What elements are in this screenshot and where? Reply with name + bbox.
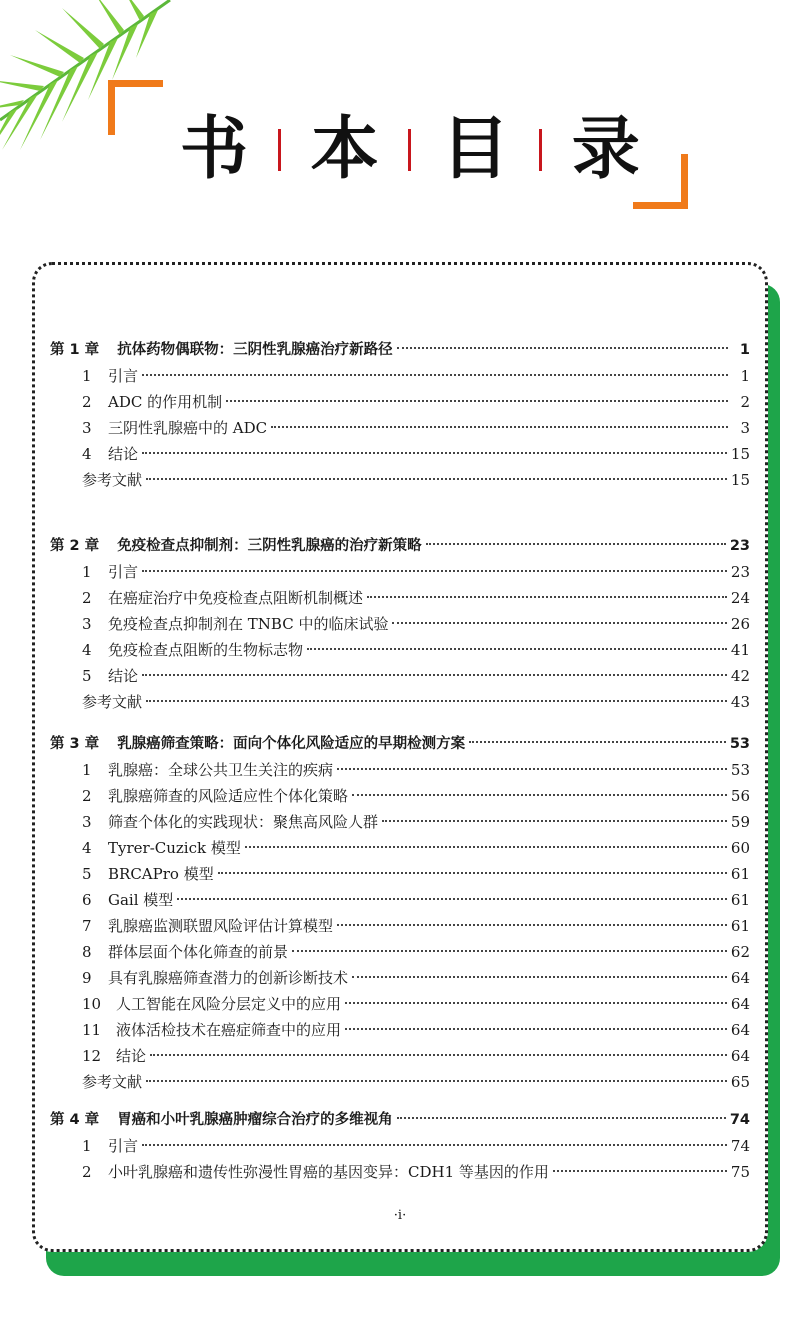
- page-number: 60: [730, 839, 750, 857]
- page-number: 24: [730, 589, 750, 607]
- toc-section-row[interactable]: [50, 637, 750, 663]
- section-heading: [82, 389, 222, 415]
- section-heading: [82, 415, 267, 441]
- chapter-title: 胃癌和小叶乳腺癌肿瘤综合治疗的多维视角: [117, 1112, 393, 1128]
- chapter-number: 第 1 章: [50, 342, 100, 358]
- toc-section-row[interactable]: [50, 783, 750, 809]
- section-title: 乳腺癌筛查的风险适应性个体化策略: [108, 787, 349, 805]
- dot-leader: [218, 872, 727, 874]
- section-title: 液体活检技术在癌症筛查中的应用: [116, 1021, 342, 1039]
- section-title: 群体层面个体化筛查的前景: [108, 943, 289, 961]
- dot-leader: [271, 426, 728, 428]
- toc-section-row[interactable]: [50, 611, 750, 637]
- toc-section-row[interactable]: [50, 913, 750, 939]
- chapter-heading: [50, 337, 393, 363]
- section-number: 2: [82, 589, 92, 607]
- chapter-title: 抗体药物偶联物：三阴性乳腺癌治疗新路径: [117, 342, 393, 358]
- chapter-heading: [50, 533, 422, 559]
- toc-section-row[interactable]: [50, 467, 750, 493]
- toc-chapter-row[interactable]: [50, 1107, 750, 1133]
- section-heading: [82, 965, 348, 991]
- toc-section-row[interactable]: [50, 1133, 750, 1159]
- page-number: 15: [730, 445, 750, 463]
- page-number: 65: [730, 1073, 750, 1091]
- section-heading: [82, 939, 288, 965]
- section-number: 2: [82, 787, 92, 805]
- section-number: 4: [82, 445, 92, 463]
- title-char: 本: [310, 110, 379, 189]
- section-title: 引言: [108, 367, 139, 385]
- section-title: 免疫检查点抑制剂在 TNBC 中的临床试验: [108, 615, 389, 633]
- section-title: ADC 的作用机制: [108, 393, 223, 411]
- section-number: 4: [82, 641, 92, 659]
- chapter-number: 第 3 章: [50, 736, 100, 752]
- page-number: 26: [730, 615, 750, 633]
- title-char: 录: [571, 110, 640, 189]
- dot-leader: [352, 976, 727, 978]
- dot-leader: [146, 700, 727, 702]
- toc-section-row[interactable]: [50, 663, 750, 689]
- toc-section-row[interactable]: [50, 441, 750, 467]
- page-number: 53: [729, 736, 750, 752]
- section-title: 结论: [108, 445, 139, 463]
- dot-leader: [142, 1144, 727, 1146]
- section-title: 乳腺癌监测联盟风险评估计算模型: [108, 917, 334, 935]
- table-of-contents: [50, 337, 750, 1185]
- toc-section-row[interactable]: [50, 415, 750, 441]
- dot-leader: [177, 898, 727, 900]
- section-heading: [82, 663, 138, 689]
- section-title: 结论: [116, 1047, 147, 1065]
- section-title: 筛查个体化的实践现状：聚焦高风险人群: [108, 813, 379, 831]
- section-heading: [82, 757, 333, 783]
- section-heading: [82, 991, 341, 1017]
- section-number: 3: [82, 813, 92, 831]
- toc-section-row[interactable]: [50, 835, 750, 861]
- dot-leader: [142, 674, 727, 676]
- chapter-heading: [50, 1107, 393, 1133]
- dot-leader: [553, 1170, 727, 1172]
- dot-leader: [397, 1117, 726, 1119]
- section-title: 在癌症治疗中免疫检查点阻断机制概述: [108, 589, 364, 607]
- toc-section-row[interactable]: [50, 689, 750, 715]
- title-separator: [278, 129, 281, 171]
- dot-leader: [337, 768, 727, 770]
- toc-section-row[interactable]: [50, 887, 750, 913]
- toc-section-row[interactable]: [50, 363, 750, 389]
- section-number: 7: [82, 917, 92, 935]
- section-number: 2: [82, 1163, 92, 1181]
- page-number: 2: [740, 393, 750, 411]
- dot-leader: [307, 648, 727, 650]
- page-number-footer: ·i·: [393, 1208, 407, 1223]
- chapter-title: 乳腺癌筛查策略：面向个体化风险适应的早期检测方案: [117, 736, 466, 752]
- section-number: 1: [82, 563, 92, 581]
- page-number: 74: [729, 1112, 750, 1128]
- section-title: 人工智能在风险分层定义中的应用: [116, 995, 342, 1013]
- chapter-number: 第 2 章: [50, 538, 100, 554]
- section-number: 11: [82, 1021, 102, 1039]
- section-number: 5: [82, 865, 92, 883]
- section-heading: [82, 861, 214, 887]
- section-title: 免疫检查点阻断的生物标志物: [108, 641, 304, 659]
- page-number: 56: [730, 787, 750, 805]
- section-heading: [82, 1043, 146, 1069]
- section-title: 三阴性乳腺癌中的 ADC: [108, 419, 268, 437]
- toc-section-row[interactable]: [50, 965, 750, 991]
- page-number: 1: [740, 367, 750, 385]
- dot-leader: [142, 570, 727, 572]
- section-number: 2: [82, 393, 92, 411]
- toc-chapter-row[interactable]: [50, 731, 750, 757]
- dot-leader: [345, 1028, 727, 1030]
- section-heading: [82, 1133, 138, 1159]
- page-number: 61: [730, 917, 750, 935]
- page-number: 61: [730, 891, 750, 909]
- section-number: 1: [82, 1137, 92, 1155]
- dot-leader: [397, 347, 728, 349]
- section-title: 乳腺癌：全球公共卫生关注的疾病: [108, 761, 334, 779]
- section-heading: [82, 441, 138, 467]
- section-heading: [82, 1159, 549, 1185]
- toc-section-row[interactable]: [50, 939, 750, 965]
- section-number: 4: [82, 839, 92, 857]
- page-number: 53: [730, 761, 750, 779]
- section-number: 6: [82, 891, 92, 909]
- section-heading: [82, 363, 138, 389]
- toc-section-row[interactable]: [50, 861, 750, 887]
- toc-section-row[interactable]: [50, 559, 750, 585]
- page-number: 43: [730, 693, 750, 711]
- section-heading: [82, 887, 173, 913]
- section-title: Gail 模型: [108, 891, 174, 909]
- dot-leader: [146, 478, 727, 480]
- dot-leader: [392, 622, 726, 624]
- section-number: 9: [82, 969, 92, 987]
- page-number: 64: [730, 995, 750, 1013]
- dot-leader: [426, 543, 726, 545]
- section-title: 具有乳腺癌筛查潜力的创新诊断技术: [108, 969, 349, 987]
- toc-section-row[interactable]: [50, 1159, 750, 1185]
- chapter-title: 免疫检查点抑制剂：三阴性乳腺癌的治疗新策略: [117, 538, 422, 554]
- section-heading: [82, 585, 363, 611]
- section-title: 参考文献: [82, 1073, 143, 1091]
- page-number: 1: [739, 342, 750, 358]
- section-heading: [82, 1017, 341, 1043]
- section-number: 1: [82, 367, 92, 385]
- section-title: 引言: [108, 1137, 139, 1155]
- dot-leader: [345, 1002, 727, 1004]
- page-number: 64: [730, 1047, 750, 1065]
- section-heading: [82, 637, 303, 663]
- section-heading: [82, 1069, 142, 1095]
- dot-leader: [142, 374, 728, 376]
- page-number: 23: [729, 538, 750, 554]
- page-number: 15: [730, 471, 750, 489]
- toc-chapter-row[interactable]: [50, 337, 750, 363]
- dot-leader: [337, 924, 727, 926]
- section-heading: [82, 913, 333, 939]
- dot-leader: [226, 400, 728, 402]
- toc-section-row[interactable]: [50, 809, 750, 835]
- section-heading: [82, 611, 388, 637]
- section-number: 1: [82, 761, 92, 779]
- section-number: 3: [82, 615, 92, 633]
- dot-leader: [352, 794, 727, 796]
- section-heading: [82, 809, 378, 835]
- page-number: 61: [730, 865, 750, 883]
- dot-leader: [292, 950, 727, 952]
- section-number: 10: [82, 995, 102, 1013]
- dot-leader: [245, 846, 727, 848]
- dot-leader: [469, 741, 726, 743]
- section-title: 引言: [108, 563, 139, 581]
- toc-section-row[interactable]: [50, 389, 750, 415]
- section-heading: [82, 467, 142, 493]
- toc-section-row[interactable]: [50, 757, 750, 783]
- toc-section-row[interactable]: [50, 991, 750, 1017]
- dot-leader: [367, 596, 727, 598]
- section-heading: [82, 835, 241, 861]
- page-title: [150, 100, 670, 200]
- section-title: Tyrer-Cuzick 模型: [108, 839, 241, 857]
- section-number: 12: [82, 1047, 102, 1065]
- chapter-number: 第 4 章: [50, 1112, 100, 1128]
- page-number: 41: [730, 641, 750, 659]
- toc-chapter-row[interactable]: [50, 533, 750, 559]
- section-heading: [82, 689, 142, 715]
- section-number: 5: [82, 667, 92, 685]
- section-number: 8: [82, 943, 92, 961]
- section-title: BRCAPro 模型: [108, 865, 214, 883]
- page-number: 62: [730, 943, 750, 961]
- title-char: 书: [180, 110, 249, 189]
- section-title: 参考文献: [82, 471, 143, 489]
- section-heading: [82, 783, 348, 809]
- chapter-heading: [50, 731, 465, 757]
- page-number: 23: [730, 563, 750, 581]
- section-heading: [82, 559, 138, 585]
- dot-leader: [150, 1054, 727, 1056]
- title-separator: [539, 129, 542, 171]
- page-number: 42: [730, 667, 750, 685]
- dot-leader: [382, 820, 727, 822]
- toc-section-row[interactable]: [50, 1017, 750, 1043]
- toc-section-row[interactable]: [50, 1069, 750, 1095]
- dot-leader: [142, 452, 727, 454]
- title-char: 目: [441, 110, 510, 189]
- section-title: 结论: [108, 667, 139, 685]
- page-number: 75: [730, 1163, 750, 1181]
- page-number: 74: [730, 1137, 750, 1155]
- page-number: 59: [730, 813, 750, 831]
- section-number: 3: [82, 419, 92, 437]
- section-title: 参考文献: [82, 693, 143, 711]
- section-title: 小叶乳腺癌和遗传性弥漫性胃癌的基因变异：CDH1 等基因的作用: [108, 1163, 549, 1181]
- toc-section-row[interactable]: [50, 1043, 750, 1069]
- toc-section-row[interactable]: [50, 585, 750, 611]
- page-number: 64: [730, 1021, 750, 1039]
- page-number: 3: [740, 419, 750, 437]
- dot-leader: [146, 1080, 727, 1082]
- title-separator: [408, 129, 411, 171]
- page-number: 64: [730, 969, 750, 987]
